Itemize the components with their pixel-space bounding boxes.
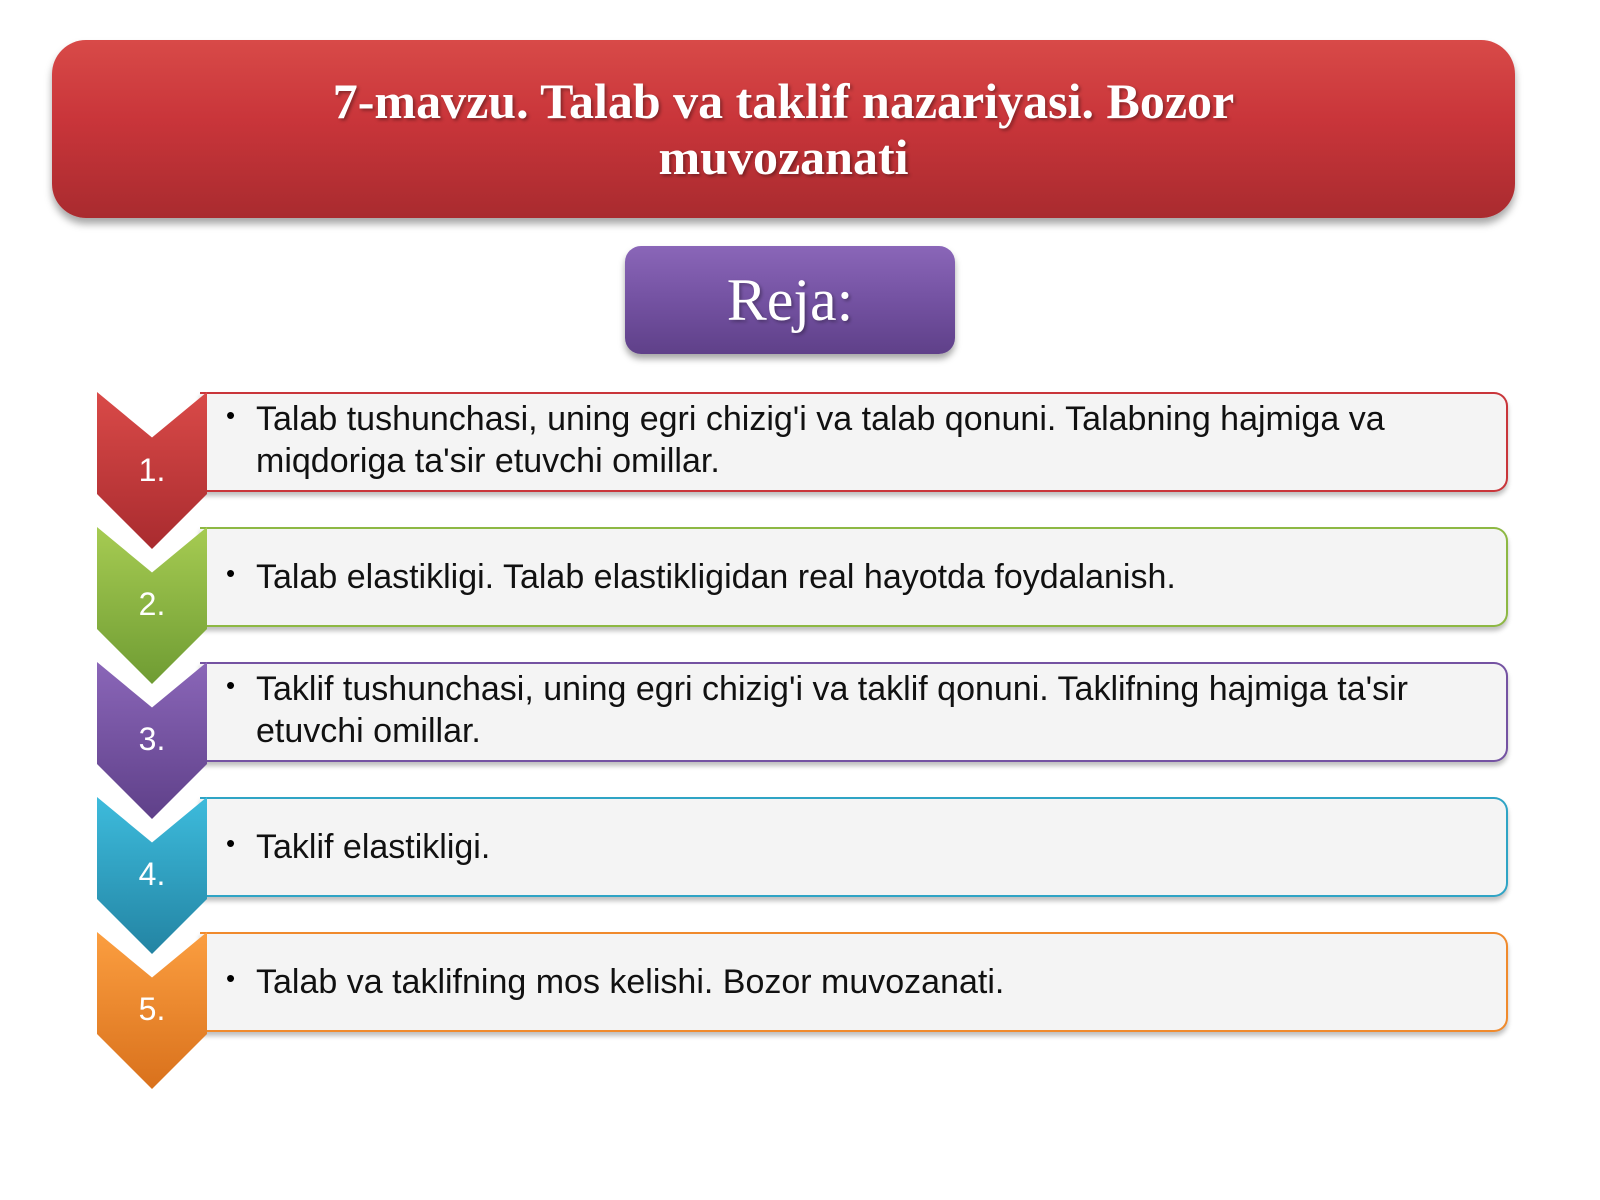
bullet-icon: • — [226, 828, 236, 858]
plan-item-1 — [200, 392, 1508, 492]
plan-item-2 — [200, 527, 1508, 627]
bullet-icon: • — [226, 670, 236, 700]
plan-item-2-number: 2. — [138, 586, 166, 622]
plan-item-4 — [200, 797, 1508, 897]
plan-item-3-text: Taklif tushunchasi, uning egri chizig'i va taklif qonuni. Taklifning hajmiga ta'sir etuvchi omillar. — [256, 670, 1408, 750]
plan-item-3-number: 3. — [138, 721, 166, 757]
plan-item-3 — [200, 662, 1508, 762]
plan-item-5 — [200, 932, 1508, 1032]
plan-item-2-text: Talab elastikligi. Talab elastikligidan real hayotda foydalanish. — [256, 558, 1176, 596]
bullet-icon: • — [226, 558, 236, 588]
plan-item-5-text: Talab va taklifning mos kelishi. Bozor muvozanati. — [256, 963, 1005, 1001]
plan-item-4-number: 4. — [138, 856, 166, 892]
title-banner — [52, 40, 1515, 218]
bullet-icon: • — [226, 400, 236, 430]
plan-item-5-number: 5. — [138, 991, 166, 1027]
slide-title: 7-mavzu. Talab va taklif nazariyasi. Bozor muvozanati — [332, 73, 1235, 185]
plan-item-1-text: Talab tushunchasi, uning egri chizig'i va talab qonuni. Talabning hajmiga va miqdoriga ta'sir etuvchi omillar. — [256, 400, 1385, 480]
plan-item-4-text: Taklif elastikligi. — [256, 828, 491, 866]
plan-item-1-number: 1. — [138, 452, 166, 488]
plan-heading-box — [625, 246, 955, 354]
bullet-icon: • — [226, 963, 236, 993]
plan-heading: Reja: — [726, 267, 854, 333]
